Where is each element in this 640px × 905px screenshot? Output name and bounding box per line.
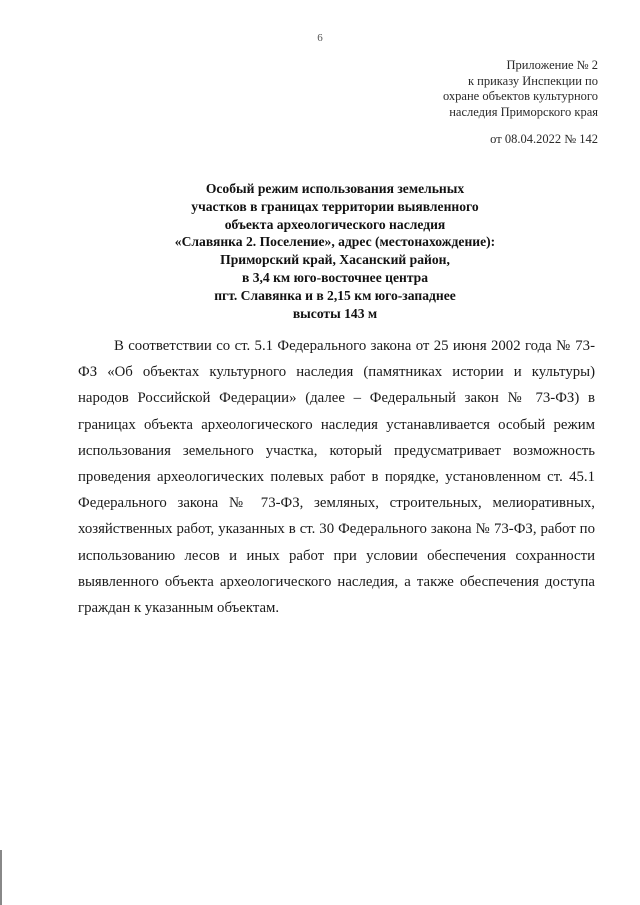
page-number: 6	[317, 32, 323, 44]
appendix-block	[338, 58, 598, 120]
title-line: участков в границах территории выявленного	[191, 198, 479, 214]
title-line: объекта археологического наследия	[224, 216, 446, 232]
title-line: высоты 143 м	[292, 305, 378, 321]
document-title	[95, 180, 575, 322]
body-paragraph: В соответствии со ст. 5.1 Федерального закона от 25 июня 2002 года № 73-ФЗ «Об объектах культурного наследия (памятниках истории и культуры) народов Российской Федерации» (далее – Федеральный закон № 73-ФЗ) в границах объекта археологического наследия устанавливается особый режим использования земельного участка, который предусматривает возможность проведения археологических полевых работ в порядке, установленном ст. 45.1 Федерального закона № 73-ФЗ, земляных, строительных, мелиоративных, хозяйственных работ, указанных в ст. 30 Федерального закона № 73-ФЗ, работ по использованию лесов и иных работ при условии обеспечения сохранности выявленного объекта археологического наследия, а также обеспечения доступа граждан к указанным объектам.	[78, 338, 595, 617]
title-line: пгт. Славянка и в 2,15 км юго-западнее	[214, 287, 456, 303]
appendix-line: наследия Приморского края	[449, 104, 598, 119]
title-line: Особый режим использования земельных	[205, 181, 465, 196]
title-line: в 3,4 км юго-восточнее центра	[241, 269, 429, 285]
appendix-line: охране объектов культурного	[442, 89, 598, 103]
order-date: от 08.04.2022 № 142	[490, 132, 598, 146]
appendix-line: к приказу Инспекции по	[467, 73, 598, 88]
title-line: Приморский край, Хасанский район,	[220, 252, 450, 268]
scan-edge-mark	[0, 850, 2, 905]
title-line: «Славянка 2. Поселение», адрес (местонахождение):	[174, 234, 496, 250]
appendix-line: Приложение № 2	[506, 58, 598, 72]
